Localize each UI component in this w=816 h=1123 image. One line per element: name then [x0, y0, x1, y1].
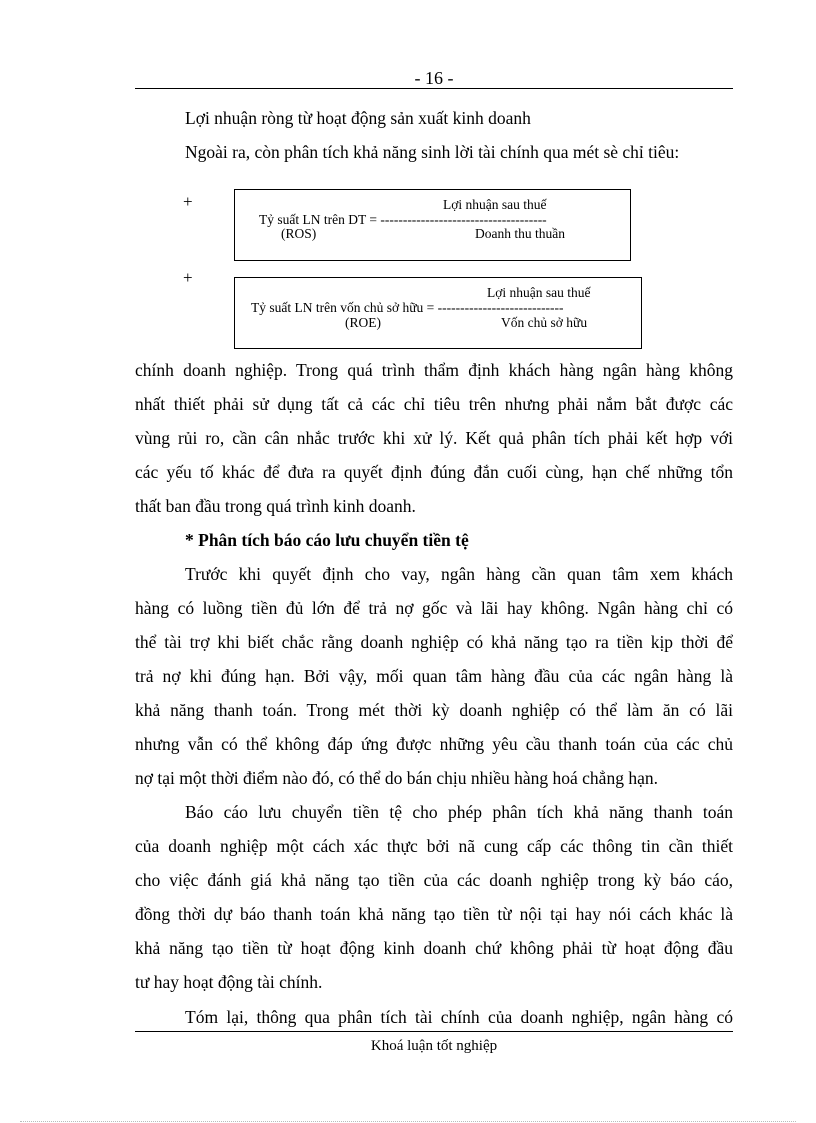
- intro-line-2: Ngoài ra, còn phân tích khả năng sinh lời tài chính qua mét sè chỉ tiêu:: [185, 142, 680, 162]
- paragraph-2-line-2: hàng có luồng tiền đủ lớn để trả nợ gốc và lãi hay không. Ngân hàng chỉ có: [135, 598, 733, 618]
- section-heading: * Phân tích báo cáo lưu chuyển tiền tệ: [185, 530, 469, 550]
- header-rule: [135, 88, 733, 89]
- paragraph-2-line-7: nợ tại một thời điểm nào đó, có thể do bán chịu nhiều hàng hoá chẳng hạn.: [135, 768, 658, 788]
- paragraph-2-line-3: thể tài trợ khi biết chắc rằng doanh nghiệp có khả năng tạo ra tiền kịp thời để: [135, 632, 733, 652]
- paragraph-1-line-3: nhất thiết phải sử dụng tất cả các chỉ tiêu trên nhưng phải nắm bắt được các: [135, 394, 733, 414]
- formula-box-ros: [234, 189, 631, 261]
- paragraph-3-line-2: của doanh nghiệp một cách xác thực bởi nã cung cấp các thông tin cần thiết: [135, 836, 733, 856]
- formula-1-bullet: +: [183, 192, 193, 211]
- formula-1-lhs: Tỷ suất LN trên DT = -------------------------------------: [259, 212, 547, 227]
- formula-box-roe: [234, 277, 642, 349]
- page-number: - 16 -: [414, 68, 454, 88]
- formula-2-bullet: +: [183, 268, 193, 287]
- paragraph-1-line-6: thất ban đầu trong quá trình kinh doanh.: [135, 496, 416, 516]
- paragraph-1-line-5: các yếu tố khác để đưa ra quyết định đúng đắn cuối cùng, hạn chế những tổn: [135, 462, 733, 482]
- formula-1-abbr: (ROS): [281, 226, 317, 241]
- paragraph-3-line-5: khả năng tạo tiền từ hoạt động kinh doanh chứ không phải từ hoạt động đầu: [135, 938, 733, 958]
- paragraph-3-line-3: cho việc đánh giá khả năng tạo tiền của các doanh nghiệp trong kỳ báo cáo,: [135, 870, 733, 890]
- paragraph-2-line-5: khả năng thanh toán. Trong mét thời kỳ doanh nghiệp có thể làm ăn có lãi: [135, 700, 733, 720]
- formula-1-numerator: Lợi nhuận sau thuế: [443, 197, 547, 212]
- formula-2-abbr: (ROE): [345, 315, 381, 330]
- paragraph-3-line-6: tư hay hoạt động tài chính.: [135, 972, 323, 992]
- paragraph-4-line-1: Tóm lại, thông qua phân tích tài chính của doanh nghiệp, ngân hàng có: [185, 1007, 733, 1027]
- formula-2-lhs: Tỷ suất LN trên vốn chủ sở hữu = ----------------------------: [251, 300, 564, 315]
- paragraph-1-line-2: chính doanh nghiệp. Trong quá trình thẩm định khách hàng ngân hàng không: [135, 360, 733, 380]
- paragraph-1-line-4: vùng rủi ro, cần cân nhắc trước khi xử lý. Kết quả phân tích phải kết hợp với: [135, 428, 733, 448]
- paragraph-2-line-4: trả nợ khi đúng hạn. Bởi vậy, mối quan tâm hàng đầu của các ngân hàng là: [135, 666, 733, 686]
- page-bottom-dotted-rule: [20, 1121, 796, 1122]
- intro-line-1: Lợi nhuận ròng từ hoạt động sản xuất kinh doanh: [185, 108, 531, 128]
- formula-2-denominator: Vốn chủ sở hữu: [501, 315, 588, 330]
- paragraph-3-line-4: đồng thời dự báo thanh toán khả năng tạo tiền từ nội tại hay nói cách khác là: [135, 904, 733, 924]
- paragraph-3-line-1: Báo cáo lưu chuyển tiền tệ cho phép phân tích khả năng thanh toán: [185, 802, 733, 822]
- paragraph-2-line-1: Trước khi quyết định cho vay, ngân hàng cần quan tâm xem khách: [185, 564, 733, 584]
- footer-rule: [135, 1031, 733, 1032]
- formula-2-numerator: Lợi nhuận sau thuế: [487, 285, 591, 300]
- formula-1-denominator: Doanh thu thuần: [475, 226, 565, 241]
- footer-text: Khoá luận tốt nghiệp: [370, 1038, 498, 1054]
- paragraph-2-line-6: nhưng vẫn có thể không đáp ứng được những yêu cầu thanh toán của các chủ: [135, 734, 733, 754]
